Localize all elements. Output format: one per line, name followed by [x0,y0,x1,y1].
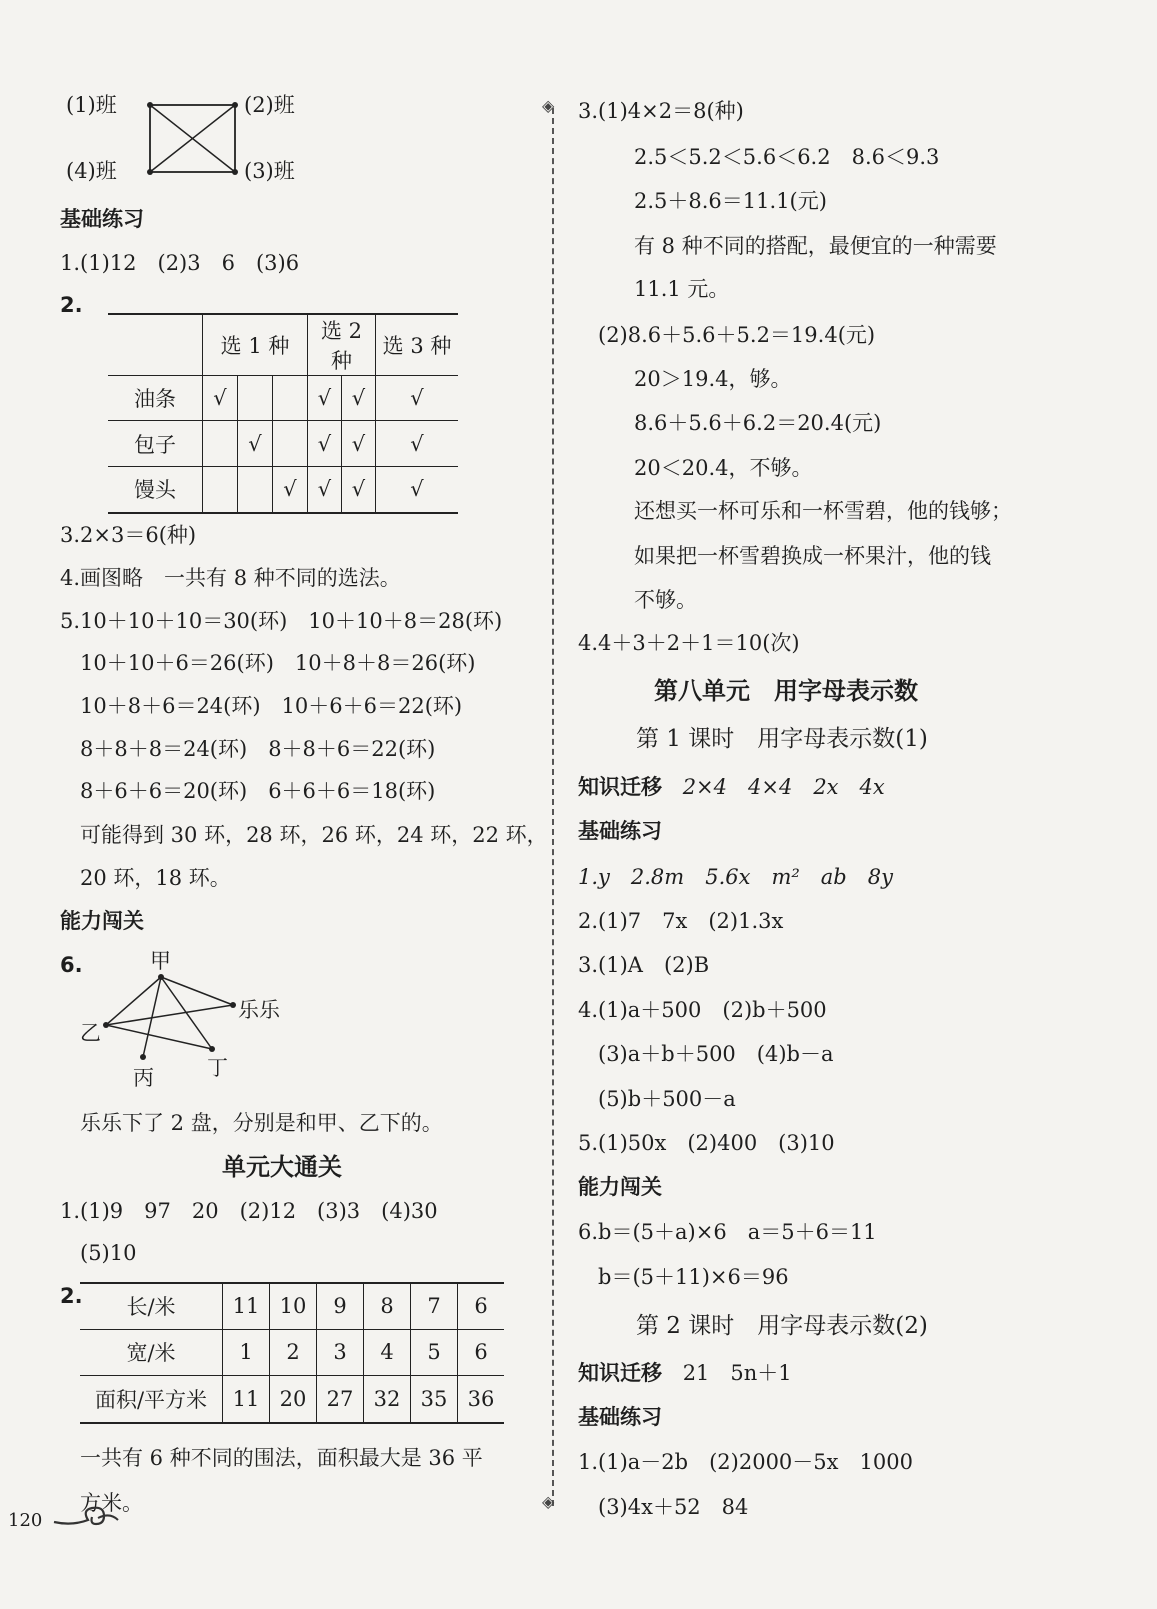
row-label: 宽/米 [80,1329,223,1375]
check-cell: √ [308,376,342,421]
check-cell [203,421,238,467]
answer-5-line: 10＋8＋6＝24(环) 10＋6＋6＝22(环) [80,694,463,718]
answer-r3-line: 8.6＋5.6＋6.2＝20.4(元) [634,411,882,435]
unit-answer-2-line: 一共有 6 种不同的围法，面积最大是 36 平 [80,1446,483,1470]
lesson1-answer-4-line: (5)b＋500－a [598,1087,736,1111]
class-label-3: (3)班 [244,159,295,183]
answer-r3-line: (2)8.6＋5.6＋5.2＝19.4(元) [598,323,876,347]
unit-answer-2-line: 方米。 [80,1491,143,1515]
answer-5-line: 8＋8＋8＝24(环) 8＋8＋6＝22(环) [80,737,436,761]
answer-5-line: 10＋10＋6＝26(环) 10＋8＋8＝26(环) [80,651,476,675]
answer-r3-line: 20＜20.4，不够。 [634,456,813,480]
table-cell: 8 [364,1283,411,1329]
ability-heading-r: 能力闯关 [578,1175,662,1199]
lesson1-title: 第 1 课时 用字母表示数(1) [636,726,928,752]
answer-r3-line: 3.(1)4×2＝8(种) [578,99,744,123]
answer-r3-line: 20＞19.4，够。 [634,367,792,391]
unit-answer-2-number: 2. [60,1284,83,1308]
answer-5-line: 8＋6＋6＝20(环) 6＋6＋6＝18(环) [80,779,436,803]
table-cell: 35 [411,1375,458,1423]
answer-3: 3.2×3＝6(种) [60,523,197,547]
class-label-2: (2)班 [244,93,295,117]
check-cell: √ [376,421,459,467]
table-cell: 2 [270,1329,317,1375]
divider-ornament-icon: ◈ [542,96,555,115]
row-label: 包子 [108,421,203,467]
table-cell: 3 [317,1329,364,1375]
table-header: 选 1 种 [203,314,308,376]
lesson1-answer-6-line: 6.b＝(5＋a)×6 a＝5＋6＝11 [578,1220,877,1244]
table-cell: 1 [223,1329,270,1375]
table-header: 选 2 种 [308,314,376,376]
knowledge-transfer-label: 知识迁移 [578,1361,662,1385]
lesson1-answer-6-line: b＝(5＋11)×6＝96 [598,1265,789,1289]
ability-heading: 能力闯关 [60,909,144,933]
lesson1-answer-3: 3.(1)A (2)B [578,953,710,977]
table-cell: 7 [411,1283,458,1329]
choice-table [108,313,458,514]
knowledge-transfer-text: 21 5n＋1 [682,1361,792,1385]
answer-6-number: 6. [60,953,83,977]
table-cell: 11 [223,1283,270,1329]
node-label-bing: 丙 [133,1066,154,1090]
row-label: 馒头 [108,467,203,513]
row-label: 油条 [108,376,203,421]
check-cell: √ [308,421,342,467]
lesson1-answer-2: 2.(1)7 7x (2)1.3x [578,909,784,933]
lesson1-answer-4-line: (3)a＋b＋500 (4)b－a [598,1042,834,1066]
table-cell: 27 [317,1375,364,1423]
check-cell: √ [238,421,273,467]
answer-r3-line: 如果把一杯雪碧换成一杯果汁，他的钱 [634,544,991,568]
check-cell: √ [308,467,342,513]
table-cell: 36 [458,1375,505,1423]
table-cell: 5 [411,1329,458,1375]
table-cell: 6 [458,1283,505,1329]
answer-r3-line: 还想买一杯可乐和一杯雪碧，他的钱够； [634,499,1012,523]
unit-answer-1-line: 1.(1)9 97 20 (2)12 (3)3 (4)30 [60,1199,438,1223]
check-cell [273,376,308,421]
lesson1-answer-5: 5.(1)50x (2)400 (3)10 [578,1131,835,1155]
answer-6-text: 乐乐下了 2 盘，分别是和甲、乙下的。 [80,1111,443,1135]
column-divider [552,108,554,1506]
node-label-jia: 甲 [150,949,171,973]
table-cell: 4 [364,1329,411,1375]
answer-r4: 4.4＋3＋2＋1＝10(次) [578,631,800,655]
answer-5-line: 5.10＋10＋10＝30(环) 10＋10＋8＝28(环) [60,609,503,633]
check-cell [238,376,273,421]
games-lines [90,965,240,1065]
check-cell: √ [376,376,459,421]
basic-heading-r1: 基础练习 [578,819,662,843]
row-label: 长/米 [80,1283,223,1329]
row-label: 面积/平方米 [80,1375,223,1423]
lesson2-title: 第 2 课时 用字母表示数(2) [636,1313,928,1339]
check-cell: √ [273,467,308,513]
lesson1-answer-4-line: 4.(1)a＋500 (2)b＋500 [578,998,827,1022]
node-label-yi: 乙 [80,1021,101,1045]
class-label-1: (1)班 [66,93,117,117]
check-cell: √ [342,376,376,421]
unit-review-heading: 单元大通关 [222,1153,342,1181]
answer-r3-line: 2.5＋8.6＝11.1(元) [634,189,827,213]
node-label-lele: 乐乐 [238,998,280,1022]
lesson2-answer-1-line: 1.(1)a－2b (2)2000－5x 1000 [578,1450,913,1474]
class-label-4: (4)班 [66,159,117,183]
check-cell [203,467,238,513]
answer-4: 4.画图略 一共有 8 种不同的选法。 [60,566,401,590]
knowledge-transfer-2 [578,1360,792,1386]
check-cell [238,467,273,513]
table-cell: 9 [317,1283,364,1329]
table-cell: 11 [223,1375,270,1423]
answer-r3-line: 2.5＜5.2＜5.6＜6.2 8.6＜9.3 [634,145,940,169]
knowledge-transfer-1 [578,774,885,800]
basic-heading-r2: 基础练习 [578,1405,662,1429]
check-cell: √ [342,421,376,467]
connection-lines [140,98,245,180]
answer-2-number: 2. [60,293,83,317]
table-cell: 6 [458,1329,505,1375]
answer-r3-line: 有 8 种不同的搭配，最便宜的一种需要 [634,234,997,258]
node-label-ding: 丁 [207,1056,228,1080]
basic-heading: 基础练习 [60,207,144,231]
unit-answer-1-line: (5)10 [80,1241,137,1265]
check-cell: √ [342,467,376,513]
table-cell: 32 [364,1375,411,1423]
check-cell: √ [203,376,238,421]
answer-r3-line: 11.1 元。 [634,277,730,301]
table-header: 选 3 种 [376,314,459,376]
cloud-ornament-icon [52,1500,122,1532]
check-cell: √ [376,467,459,513]
table-cell: 10 [270,1283,317,1329]
unit8-title: 第八单元 用字母表示数 [654,677,918,705]
answer-5-line: 可能得到 30 环，28 环，26 环，24 环，22 环， [80,823,548,847]
answer-r3-line: 不够。 [634,588,697,612]
check-cell [273,421,308,467]
divider-ornament-icon: ◈ [542,1492,555,1511]
area-table [80,1282,504,1424]
knowledge-transfer-text: 2×4 4×4 2x 4x [682,775,885,799]
lesson1-answer-1: 1.y 2.8m 5.6x m² ab 8y [578,865,893,889]
answer-5-line: 20 环，18 环。 [80,866,231,890]
answer-1: 1.(1)12 (2)3 6 (3)6 [60,251,300,275]
table-cell: 20 [270,1375,317,1423]
lesson2-answer-1-line: (3)4x＋52 84 [598,1495,749,1519]
knowledge-transfer-label: 知识迁移 [578,775,662,799]
page-number: 120 [8,1510,43,1531]
